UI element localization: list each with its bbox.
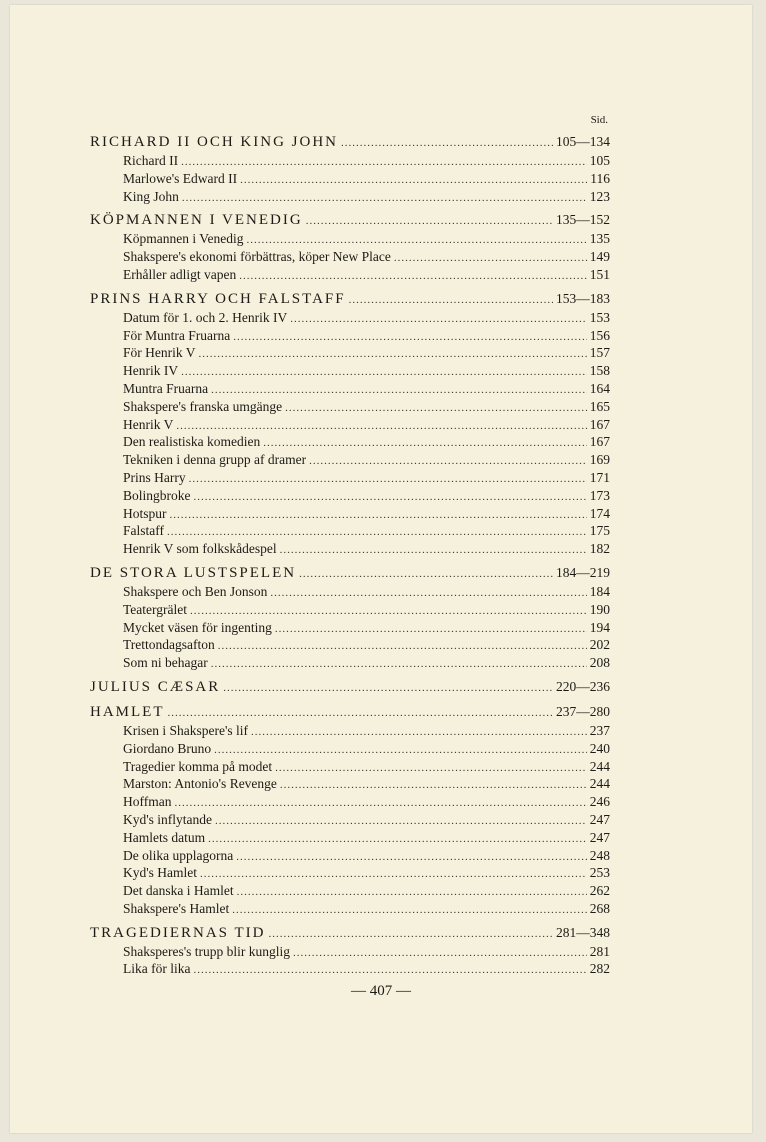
dot-leader	[233, 329, 587, 347]
dot-leader	[199, 346, 587, 364]
entry-page: 149	[589, 249, 610, 265]
entry-page: 281	[589, 943, 610, 959]
toc-section	[90, 702, 610, 918]
entry-label: Falstaff	[123, 523, 164, 539]
toc-entry	[90, 344, 610, 362]
entry-page: 171	[589, 469, 610, 485]
entry-page: 247	[589, 829, 610, 845]
entry-label: Krisen i Shakspere's lif	[123, 722, 249, 738]
entry-label: Henrik IV	[123, 363, 179, 379]
toc-section	[90, 563, 610, 672]
entry-page: 182	[589, 541, 610, 557]
entry-label: Henrik V	[123, 416, 174, 432]
entry-label: Hotspur	[123, 505, 167, 521]
toc-entry	[90, 398, 610, 416]
dot-leader	[240, 172, 587, 190]
dot-leader	[175, 795, 587, 813]
entry-label: Erhåller adligt vapen	[123, 266, 237, 282]
toc-entry	[90, 540, 610, 558]
section-heading	[90, 563, 610, 583]
entry-label: Shakspere's franska umgänge	[123, 398, 283, 414]
entry-label: King John	[123, 188, 179, 204]
dot-leader	[268, 924, 553, 944]
section-title: PRINS HARRY OCH FALSTAFF	[90, 290, 346, 307]
entry-label: Köpmannen i Venedig	[123, 231, 244, 247]
entry-page: 169	[589, 452, 610, 468]
section-heading	[90, 677, 610, 697]
dot-leader	[275, 621, 587, 639]
entry-label: För Muntra Fruarna	[123, 327, 231, 343]
entry-page: 253	[589, 865, 610, 881]
toc-entry	[90, 248, 610, 266]
entry-page: 135	[589, 231, 610, 247]
dot-leader	[181, 154, 587, 172]
toc-entry	[90, 505, 610, 523]
entry-page: 164	[589, 380, 610, 396]
dot-leader	[237, 884, 587, 902]
section-heading	[90, 289, 610, 309]
toc-entry	[90, 266, 610, 284]
toc-entry	[90, 451, 610, 469]
dot-leader	[293, 945, 587, 963]
toc-entry	[90, 433, 610, 451]
toc-section	[90, 210, 610, 283]
entry-label: Kyd's Hamlet	[123, 865, 198, 881]
section-pages: 153—183	[556, 290, 610, 306]
section-title: JULIUS CÆSAR	[90, 678, 221, 695]
entry-page: 105	[589, 153, 610, 168]
dot-leader	[194, 489, 587, 507]
section-heading	[90, 923, 610, 943]
dot-leader	[306, 211, 553, 231]
entry-label: För Henrik V	[123, 345, 196, 361]
toc-entry	[90, 793, 610, 811]
section-title: TRAGEDIERNAS TID	[90, 924, 266, 941]
entry-page: 157	[589, 345, 610, 361]
entry-page: 240	[589, 740, 610, 756]
entry-page: 244	[589, 758, 610, 774]
entry-label: Shaksperes's trupp blir kunglig	[123, 943, 291, 959]
dot-leader	[236, 849, 587, 867]
entry-label: Hamlets datum	[123, 829, 206, 845]
entry-page: 116	[590, 170, 610, 186]
dot-leader	[181, 364, 587, 382]
toc-entry	[90, 309, 610, 327]
entry-page: 158	[589, 363, 610, 379]
entry-page: 184	[589, 583, 610, 599]
toc-entry	[90, 864, 610, 882]
toc-entry	[90, 188, 610, 206]
entry-label: Shakspere's ekonomi förbättras, köper New Place	[123, 249, 391, 265]
entry-page: 194	[589, 619, 610, 635]
toc-entry	[90, 522, 610, 540]
entry-label: Marston: Antonio's Revenge	[123, 776, 277, 792]
entry-label: Henrik V som folkskådespel	[123, 541, 277, 557]
section-pages: 105—134	[556, 134, 610, 149]
entry-label: Bolingbroke	[123, 487, 191, 503]
entry-label: Datum för 1. och 2. Henrik IV	[123, 309, 288, 325]
dot-leader	[349, 290, 553, 310]
section-pages: 281—348	[556, 924, 610, 940]
entry-page: 165	[589, 398, 610, 414]
dot-leader	[263, 435, 587, 453]
entry-page: 167	[589, 434, 610, 450]
toc-entry	[90, 636, 610, 654]
section-heading	[90, 702, 610, 722]
toc-entry	[90, 740, 610, 758]
entry-page: 282	[589, 961, 610, 977]
entry-page: 167	[589, 416, 610, 432]
entry-label: De olika upplagorna	[123, 847, 234, 863]
entry-page: 262	[589, 883, 610, 899]
dot-leader	[251, 724, 587, 742]
section-pages: 220—236	[556, 678, 610, 694]
dot-leader	[270, 585, 586, 603]
toc-entry	[90, 152, 610, 170]
page-number: — 407 —	[351, 983, 411, 999]
entry-label: Hoffman	[123, 794, 172, 810]
book-page	[10, 5, 752, 1133]
entry-page: 244	[589, 776, 610, 792]
toc-entry	[90, 758, 610, 776]
page-column-label: Sid.	[590, 114, 608, 126]
dot-leader	[189, 471, 587, 489]
entry-page: 190	[589, 601, 610, 617]
toc-section	[90, 289, 610, 558]
entry-page: 175	[589, 523, 610, 539]
entry-page: 237	[589, 722, 610, 738]
section-title: DE STORA LUSTSPELEN	[90, 564, 297, 581]
entry-label: Teatergrälet	[123, 601, 188, 617]
entry-page: 123	[589, 188, 610, 204]
entry-page: 151	[589, 266, 610, 282]
toc-entry	[90, 960, 610, 978]
toc-entry	[90, 847, 610, 865]
entry-label: Prins Harry	[123, 469, 186, 485]
toc-entry	[90, 943, 610, 961]
entry-page: 156	[589, 327, 610, 343]
dot-leader	[211, 656, 587, 674]
dot-leader	[341, 133, 553, 153]
entry-label: Den realistiska komedien	[123, 434, 261, 450]
toc-entry	[90, 811, 610, 829]
entry-page: 268	[589, 900, 610, 916]
toc-entry	[90, 654, 610, 672]
toc-entry	[90, 619, 610, 637]
toc-entry	[90, 829, 610, 847]
dot-leader	[309, 453, 587, 471]
toc-entry	[90, 601, 610, 619]
entry-page: 208	[589, 655, 610, 671]
toc-entry	[90, 380, 610, 398]
dot-leader	[239, 268, 587, 286]
dot-leader	[290, 311, 587, 329]
toc-entry	[90, 775, 610, 793]
entry-label: Giordano Bruno	[123, 740, 212, 756]
entry-label: Shakspere's Hamlet	[123, 900, 230, 916]
toc-section	[90, 132, 610, 205]
dot-leader	[170, 507, 587, 525]
dot-leader	[299, 564, 553, 584]
dot-leader	[280, 777, 587, 795]
toc-entry	[90, 583, 610, 601]
toc-entry	[90, 416, 610, 434]
section-heading	[90, 210, 610, 230]
section-title: HAMLET	[90, 703, 165, 720]
entry-label: Mycket väsen för ingenting	[123, 619, 272, 635]
toc-entry	[90, 362, 610, 380]
entry-page: 174	[589, 505, 610, 521]
toc-entry	[90, 487, 610, 505]
toc-entry	[90, 469, 610, 487]
entry-label: Shakspere och Ben Jonson	[123, 583, 268, 599]
dot-leader	[168, 703, 554, 723]
toc-entry	[90, 327, 610, 345]
dot-leader	[215, 813, 587, 831]
entry-page: 153	[589, 309, 610, 325]
dot-leader	[232, 902, 586, 920]
section-title: KÖPMANNEN I VENEDIG	[90, 212, 303, 229]
toc-section	[90, 923, 610, 979]
dot-leader	[200, 866, 587, 884]
entry-label: Som ni behagar	[123, 655, 208, 671]
section-pages: 184—219	[556, 564, 610, 580]
section-pages: 135—152	[556, 212, 610, 228]
dot-leader	[208, 831, 587, 849]
toc-entry	[90, 722, 610, 740]
section-heading	[90, 132, 610, 152]
toc-entry	[90, 170, 610, 188]
entry-label: Richard II	[123, 153, 179, 168]
entry-page: 246	[589, 794, 610, 810]
toc-entry	[90, 230, 610, 248]
dot-leader	[193, 962, 586, 980]
entry-page: 247	[589, 811, 610, 827]
entry-label: Lika för lika	[123, 961, 191, 977]
entry-label: Det danska i Hamlet	[123, 883, 234, 899]
entry-page: 202	[589, 637, 610, 653]
entry-label: Marlowe's Edward II	[123, 170, 238, 186]
toc-entry	[90, 882, 610, 900]
toc-entry	[90, 900, 610, 918]
toc-section	[90, 677, 610, 697]
dot-leader	[275, 760, 587, 778]
entry-page: 248	[589, 847, 610, 863]
dot-leader	[218, 638, 587, 656]
section-title: RICHARD II OCH KING JOHN	[90, 134, 338, 150]
dot-leader	[285, 400, 587, 418]
dot-leader	[182, 190, 587, 208]
entry-label: Kyd's inflytande	[123, 811, 213, 827]
entry-page: 173	[589, 487, 610, 503]
entry-label: Muntra Fruarna	[123, 380, 209, 396]
dot-leader	[394, 250, 587, 268]
entry-label: Tekniken i denna grupp af dramer	[123, 452, 307, 468]
section-pages: 237—280	[556, 703, 610, 719]
entry-label: Tragedier komma på modet	[123, 758, 273, 774]
table-of-contents	[90, 113, 610, 978]
dot-leader	[280, 542, 587, 560]
dot-leader	[223, 678, 553, 698]
entry-label: Trettondagsafton	[123, 637, 215, 653]
